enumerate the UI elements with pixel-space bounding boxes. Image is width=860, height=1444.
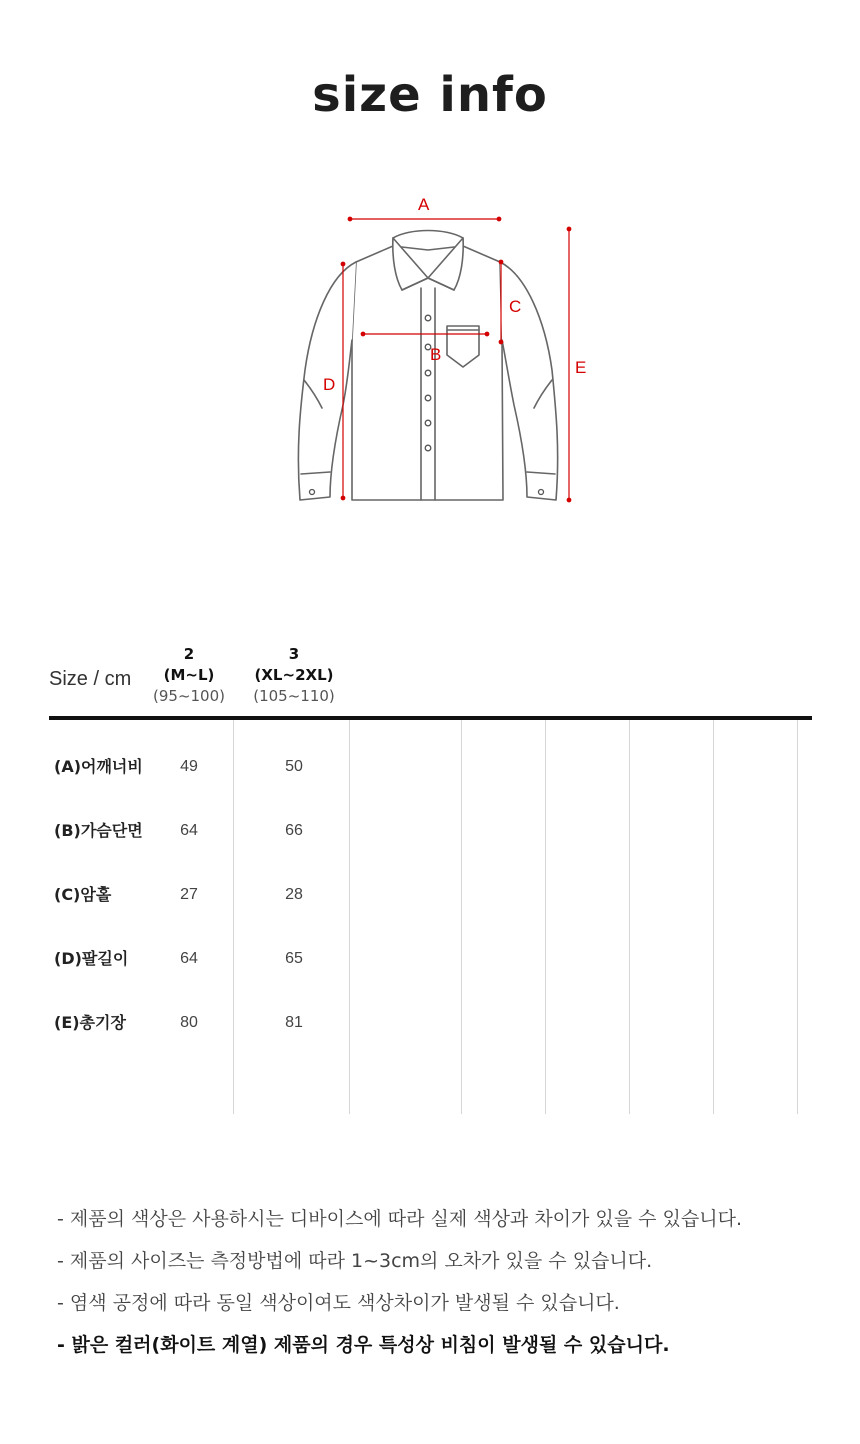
product-notes (57, 1198, 742, 1366)
table-cell: 64 (180, 950, 198, 967)
marker-d: D (323, 375, 336, 394)
size-table (49, 640, 812, 1114)
note-item-emphasis: - 밝은 컬러(화이트 계열) 제품의 경우 특성상 비침이 발생될 수 있습니다. (57, 1334, 670, 1356)
table-cell: 81 (285, 1014, 303, 1031)
size-column-2 (149, 644, 229, 707)
marker-c: C (509, 297, 522, 316)
table-row (49, 754, 812, 818)
row-label: (D)팔길이 (54, 949, 129, 968)
size-unit-label: Size / cm (49, 668, 132, 690)
marker-e: E (575, 358, 587, 377)
table-cell: 49 (180, 758, 198, 775)
row-label: (E)총기장 (54, 1013, 126, 1032)
table-cell: 28 (285, 886, 303, 903)
shirt-measurement-diagram (280, 185, 600, 515)
size-table-body (49, 720, 812, 1114)
size-column-range: (95~100) (153, 687, 225, 705)
size-column-name: (XL~2XL) (254, 666, 334, 684)
note-item: - 제품의 색상은 사용하시는 디바이스에 따라 실제 색상과 차이가 있을 수 있습니다. (57, 1208, 743, 1230)
table-cell: 80 (180, 1014, 198, 1031)
shirt-outline-icon (280, 185, 600, 515)
table-cell: 27 (180, 886, 198, 903)
note-item: - 염색 공정에 따라 동일 색상이여도 색상차이가 발생될 수 있습니다. (57, 1292, 620, 1314)
page-title: size info (312, 67, 548, 124)
table-row (49, 882, 812, 946)
row-label: (C)암홀 (54, 885, 112, 904)
size-column-name: (M~L) (163, 666, 215, 684)
note-item: - 제품의 사이즈는 측정방법에 따라 1~3cm의 오차가 있을 수 있습니다. (57, 1250, 653, 1272)
size-column-range: (105~110) (253, 687, 335, 705)
marker-a: A (418, 195, 430, 214)
marker-b: B (430, 345, 442, 364)
table-cell: 65 (285, 950, 303, 967)
table-row (49, 1010, 812, 1074)
size-table-header (49, 640, 812, 720)
size-column-3 (244, 644, 344, 707)
table-row (49, 946, 812, 1010)
size-column-number: 2 (183, 645, 195, 663)
row-label: (B)가슴단면 (54, 821, 143, 840)
row-label: (A)어깨너비 (54, 757, 143, 776)
table-cell: 50 (285, 758, 303, 775)
table-cell: 66 (285, 822, 303, 839)
size-column-number: 3 (288, 645, 300, 663)
table-row (49, 818, 812, 882)
table-cell: 64 (180, 822, 198, 839)
